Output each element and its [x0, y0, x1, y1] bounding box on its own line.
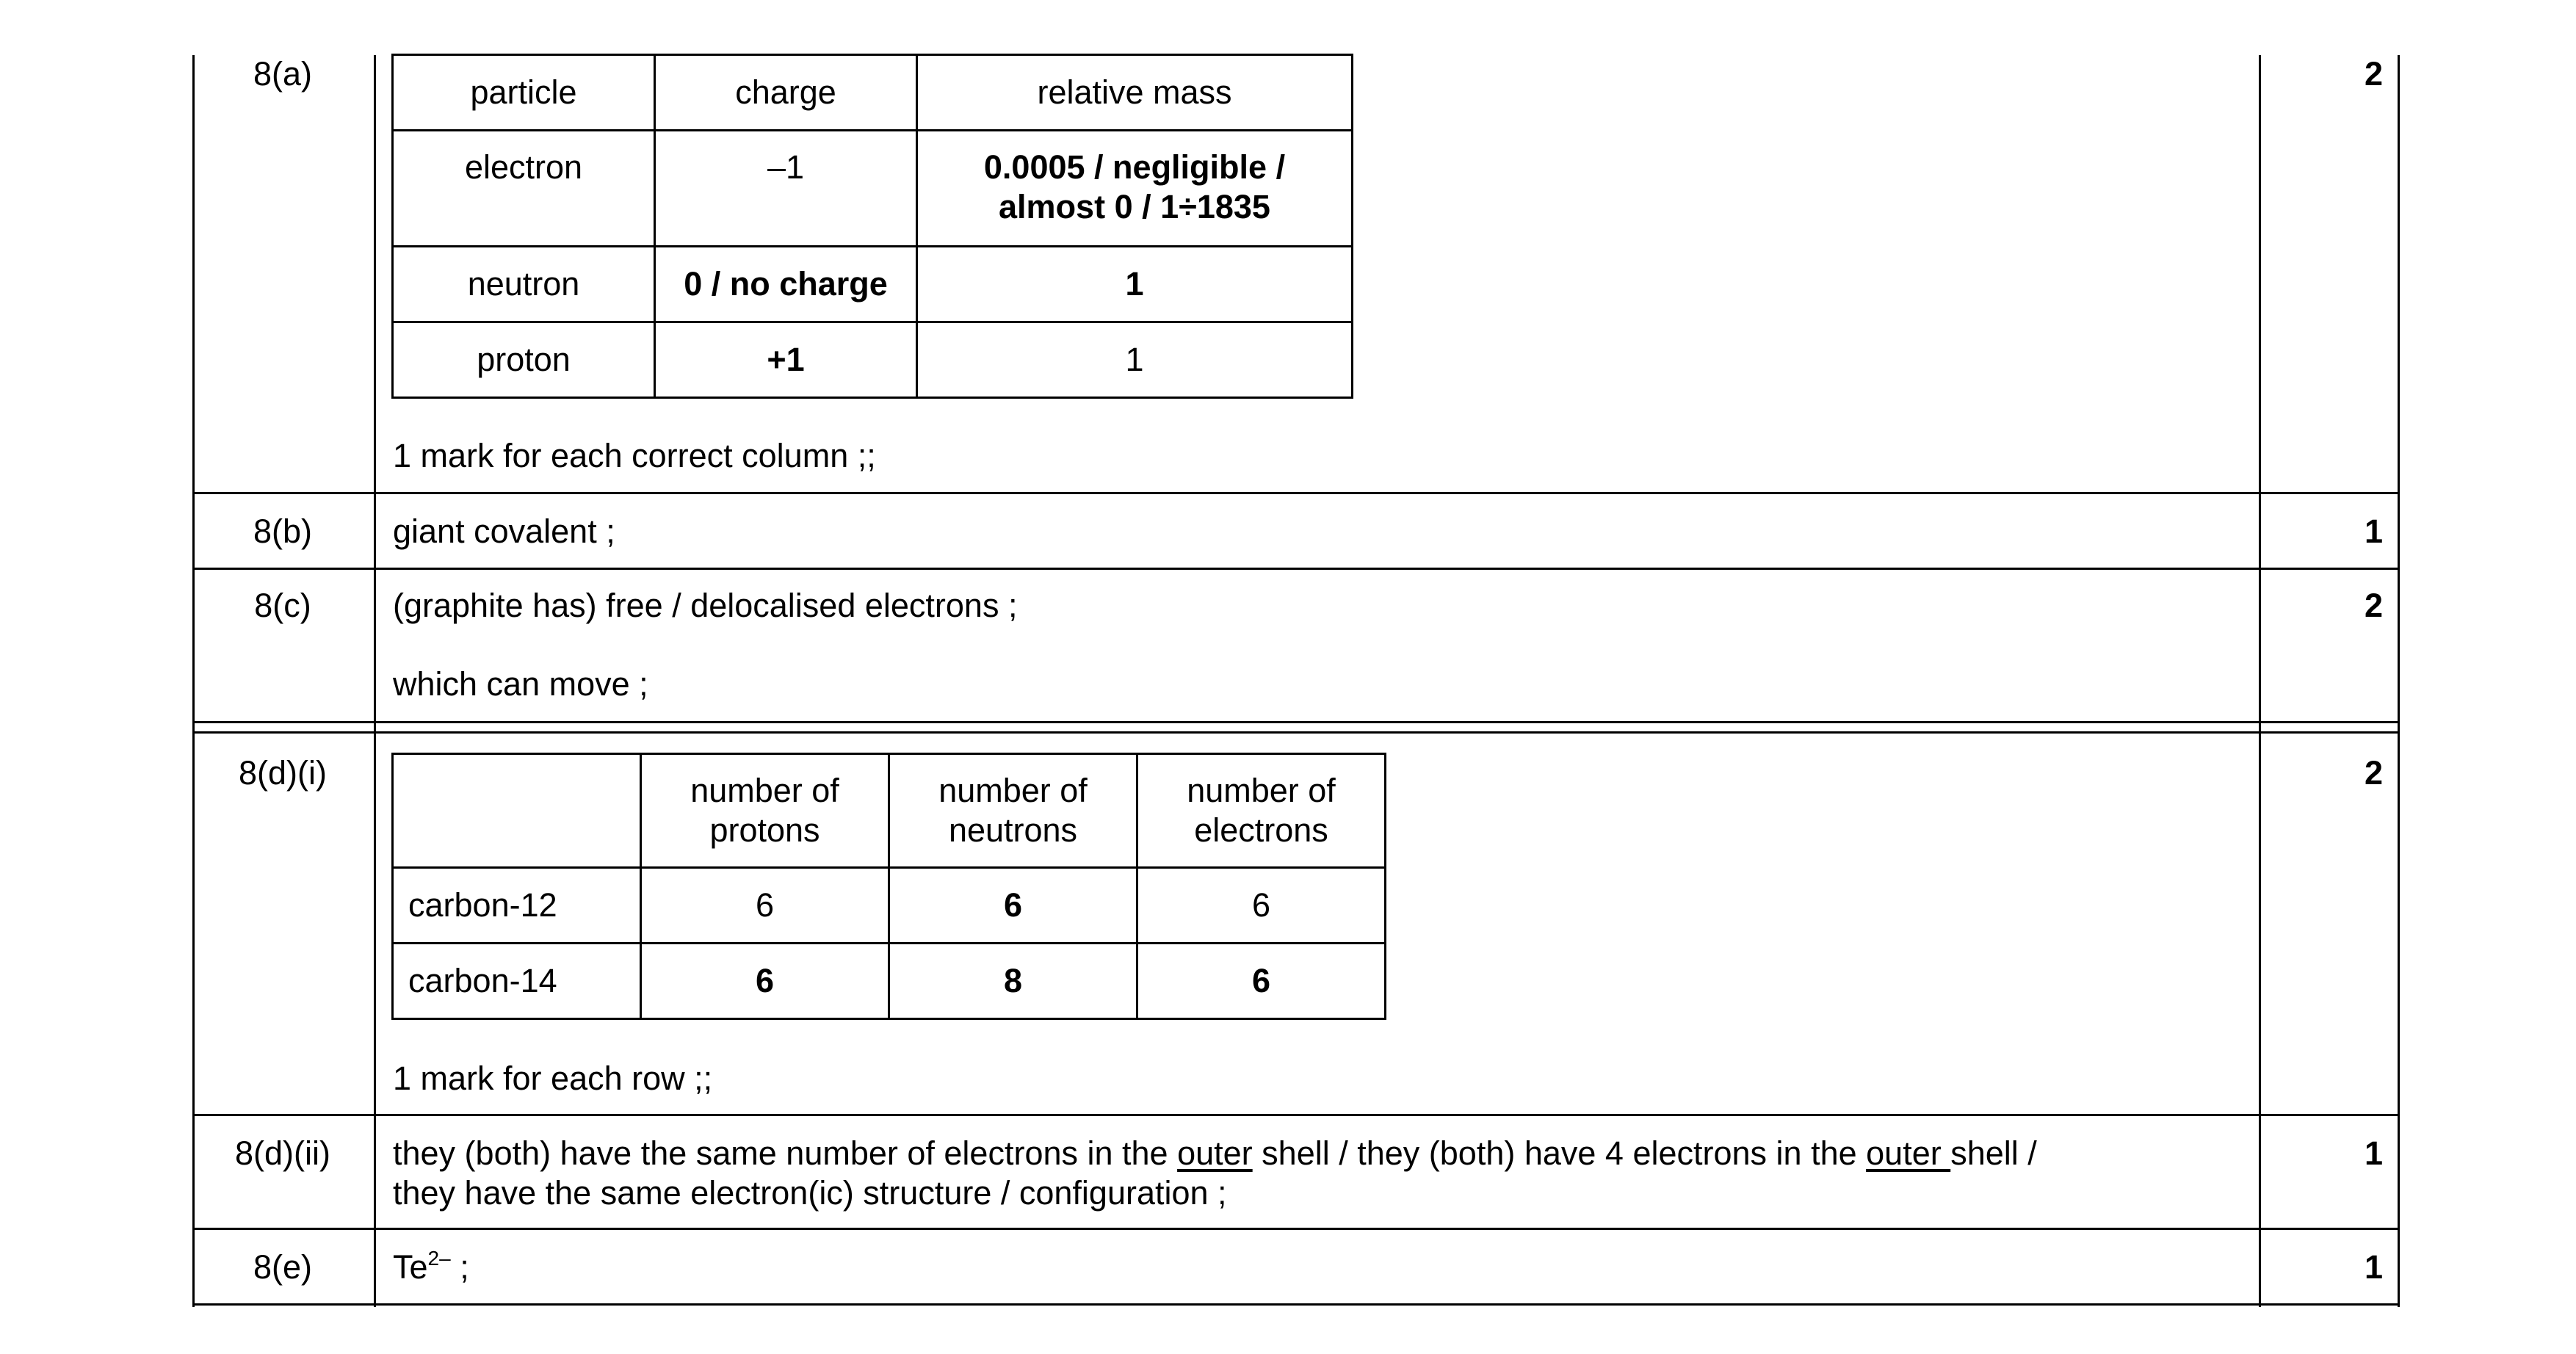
question-number-8c: 8(c) — [254, 587, 311, 624]
marks-8di: 2 — [2364, 754, 2383, 792]
cell-protons: 6 — [641, 868, 889, 944]
answer-8e — [393, 1248, 469, 1287]
answer-8dii-text-c: shell / — [1950, 1134, 2037, 1172]
tellurium-symbol: Te — [393, 1248, 428, 1286]
row-divider-b-c — [192, 568, 2400, 570]
header-empty — [393, 754, 641, 868]
row-divider-dii-e — [192, 1228, 2400, 1230]
answer-8dii-text-a: they (both) have the same number of electrons in the — [393, 1134, 1178, 1172]
header-relative-mass: relative mass — [917, 55, 1353, 131]
header-electrons-line-2: electrons — [1194, 811, 1328, 849]
marks-8c: 2 — [2364, 587, 2383, 624]
cell-neutrons: 8 — [889, 944, 1137, 1019]
frame-marks-divider — [2259, 55, 2261, 1307]
cell-isotope-label: carbon-12 — [393, 868, 641, 944]
cell-relative-mass — [917, 131, 1353, 247]
ion-charge-superscript: 2– — [427, 1247, 451, 1270]
note-8di: 1 mark for each row ;; — [393, 1060, 713, 1097]
marks-8a: 2 — [2364, 55, 2383, 93]
isotope-table — [391, 753, 1386, 1020]
particle-table — [391, 54, 1353, 399]
question-number-8e: 8(e) — [253, 1248, 313, 1286]
frame-left-border — [192, 55, 195, 1307]
header-charge: charge — [655, 55, 917, 131]
header-electrons-line-1: number of — [1187, 772, 1336, 809]
answer-8dii-text-b: shell / they (both) have 4 electrons in the — [1252, 1134, 1867, 1172]
header-protons-line-2: protons — [709, 811, 820, 849]
frame-right-border — [2398, 55, 2400, 1307]
header-neutrons — [889, 754, 1137, 868]
frame-qnum-divider — [374, 55, 376, 1307]
cell-electrons: 6 — [1137, 868, 1386, 944]
cell-charge: +1 — [655, 322, 917, 398]
cell-relative-mass: 1 — [917, 322, 1353, 398]
header-protons-line-1: number of — [690, 772, 839, 809]
particle-row-electron — [393, 131, 1353, 247]
cell-electrons: 6 — [1137, 944, 1386, 1019]
cell-particle: electron — [393, 131, 655, 247]
cell-charge: –1 — [655, 131, 917, 247]
particle-table-header-row — [393, 55, 1353, 131]
cell-protons: 6 — [641, 944, 889, 1019]
cell-particle: proton — [393, 322, 655, 398]
row-divider-di-dii — [192, 1114, 2400, 1116]
question-number-8di: 8(d)(i) — [239, 754, 327, 792]
relative-mass-line-1: 0.0005 / negligible / — [983, 148, 1286, 186]
cell-charge: 0 / no charge — [655, 247, 917, 322]
marks-8b: 1 — [2364, 513, 2383, 550]
answer-8b: giant covalent ; — [393, 513, 615, 550]
note-8a: 1 mark for each correct column ;; — [393, 437, 876, 474]
isotope-row-carbon-12 — [393, 868, 1386, 944]
header-neutrons-line-1: number of — [938, 772, 1088, 809]
marks-8e: 1 — [2364, 1248, 2383, 1286]
answer-8c-line-2: which can move ; — [393, 665, 648, 703]
row-divider-a-b — [192, 492, 2400, 494]
isotope-table-header-row — [393, 754, 1386, 868]
cell-relative-mass: 1 — [917, 247, 1353, 322]
header-particle: particle — [393, 55, 655, 131]
cell-isotope-label: carbon-14 — [393, 944, 641, 1019]
answer-8dii-line-1 — [393, 1134, 2037, 1173]
question-number-8a: 8(a) — [253, 55, 313, 93]
cell-neutrons: 6 — [889, 868, 1137, 944]
marks-8dii: 1 — [2364, 1134, 2383, 1172]
answer-8c-line-1: (graphite has) free / delocalised electrons ; — [393, 587, 1018, 624]
row-divider-c-d-top — [192, 721, 2400, 723]
isotope-row-carbon-14 — [393, 944, 1386, 1019]
question-number-8dii: 8(d)(ii) — [235, 1134, 330, 1172]
cell-particle: neutron — [393, 247, 655, 322]
header-neutrons-line-2: neutrons — [948, 811, 1078, 849]
underlined-outer-1: outer — [1177, 1134, 1253, 1172]
question-number-8b: 8(b) — [253, 513, 313, 550]
frame-bottom-border — [192, 1303, 2400, 1306]
particle-row-proton — [393, 322, 1353, 398]
particle-row-neutron — [393, 247, 1353, 322]
relative-mass-line-2: almost 0 / 1÷1835 — [999, 188, 1270, 225]
header-protons — [641, 754, 889, 868]
header-electrons — [1137, 754, 1386, 868]
answer-8dii-line-2: they have the same electron(ic) structure / configuration ; — [393, 1174, 1227, 1212]
underlined-outer-2: outer — [1866, 1134, 1951, 1172]
answer-8e-tail: ; — [450, 1248, 469, 1286]
row-divider-c-d-bottom — [192, 731, 2400, 734]
